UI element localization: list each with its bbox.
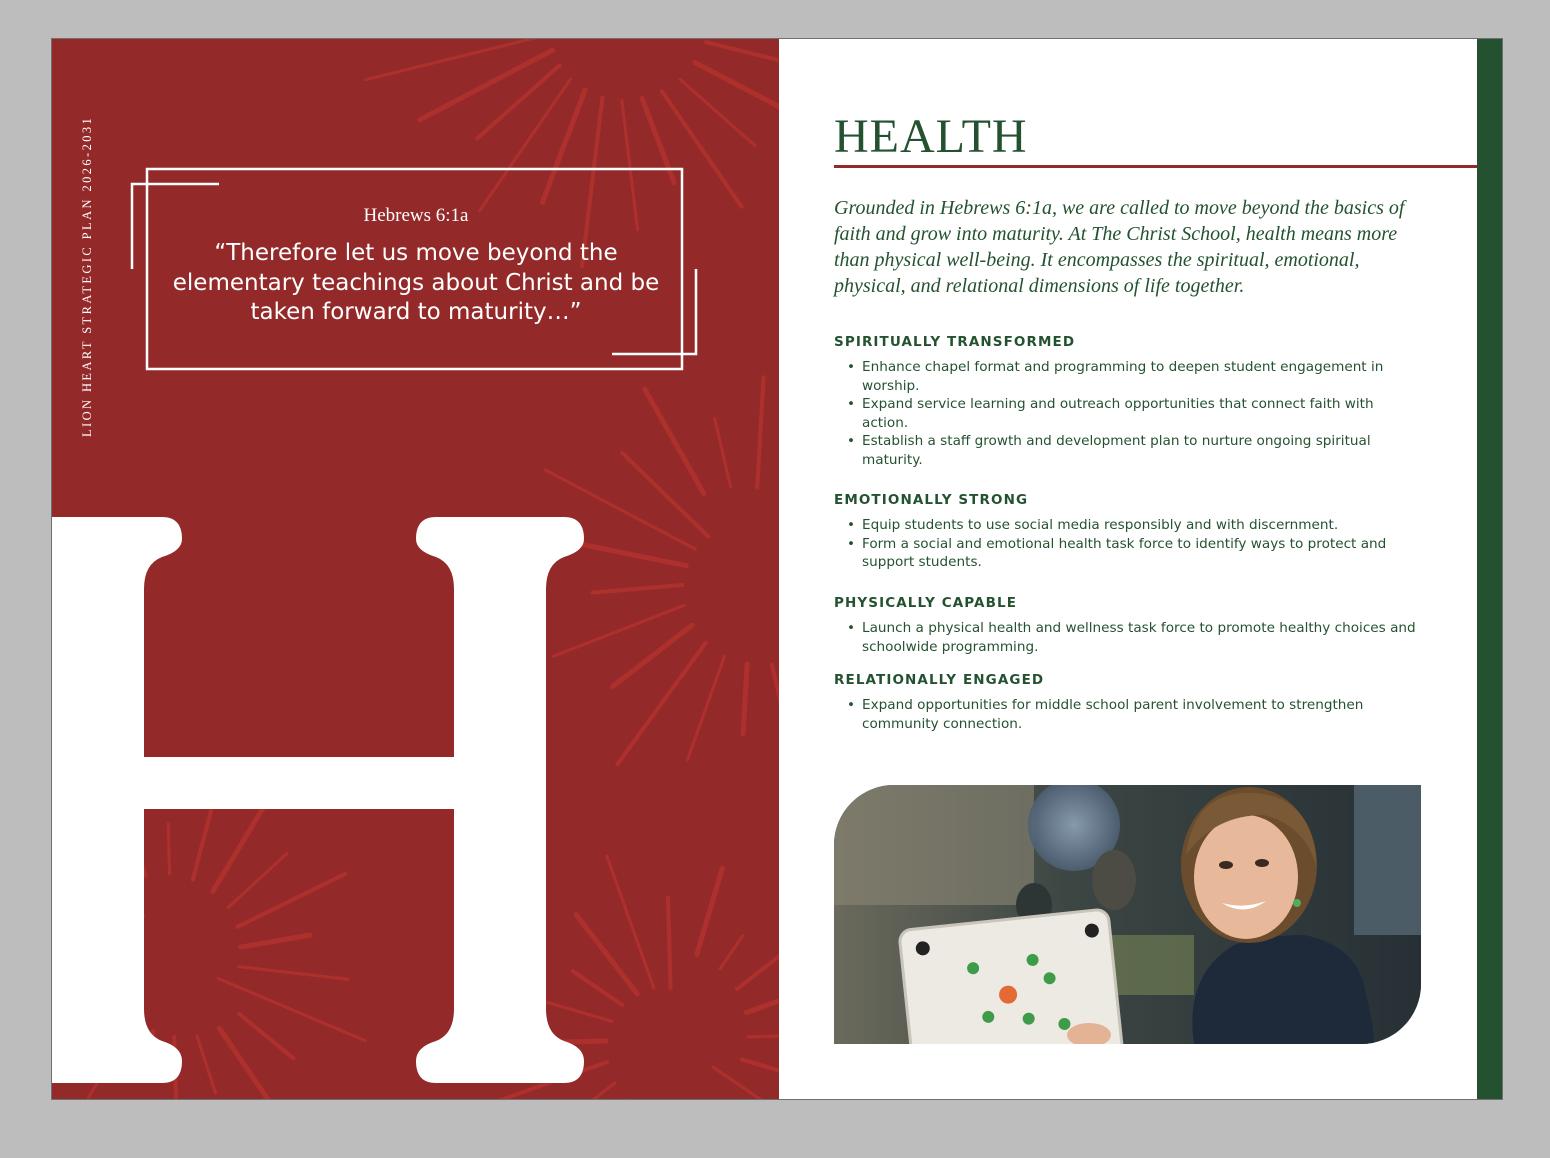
brochure-spread bbox=[51, 38, 1503, 1100]
page-title: HEALTH bbox=[834, 110, 1028, 163]
burst-ray bbox=[695, 63, 779, 133]
burst-ray bbox=[772, 665, 779, 782]
student-photo bbox=[834, 785, 1421, 1044]
big-letter-h bbox=[52, 469, 652, 1089]
section-heading: EMOTIONALLY STRONG bbox=[834, 492, 1029, 508]
section-emotionally-strong bbox=[834, 492, 1434, 572]
side-title: LION HEART STRATEGIC PLAN 2026-2031 bbox=[80, 115, 94, 437]
burst-ray bbox=[720, 936, 743, 969]
burst-ray bbox=[742, 1060, 779, 1091]
section-spiritually-transformed bbox=[834, 334, 1434, 469]
right-page bbox=[779, 39, 1503, 1100]
section-physically-capable bbox=[834, 595, 1434, 656]
section-heading: SPIRITUALLY TRANSFORMED bbox=[834, 334, 1076, 350]
bullet-list bbox=[834, 696, 1434, 733]
burst-ray bbox=[737, 940, 779, 989]
burst-ray bbox=[757, 377, 763, 487]
section-relationally-engaged bbox=[834, 672, 1434, 733]
list-item: • Equip students to use social media responsibly and with discernment. bbox=[834, 516, 1422, 535]
burst-ray bbox=[668, 898, 671, 988]
bullet-list bbox=[834, 358, 1434, 469]
burst-ray bbox=[743, 664, 747, 734]
burst-ray bbox=[477, 65, 559, 138]
bullet-list bbox=[834, 619, 1434, 656]
list-item: • Form a social and emotional health task force to identify ways to protect and support students. bbox=[834, 535, 1422, 572]
burst-ray bbox=[715, 418, 731, 486]
left-page bbox=[52, 39, 779, 1100]
list-item: • Enhance chapel format and programming to deepen student engagement in worship. bbox=[834, 358, 1422, 395]
list-item: • Expand opportunities for middle school parent involvement to strengthen community connection. bbox=[834, 696, 1422, 733]
burst-ray bbox=[706, 42, 779, 68]
photo-illustration bbox=[834, 785, 1421, 1044]
burst-ray bbox=[748, 1035, 779, 1037]
list-item: • Establish a staff growth and development plan to nurture ongoing spiritual maturity. bbox=[834, 432, 1422, 469]
list-item: • Launch a physical health and wellness task force to promote healthy choices and schoolwide programming. bbox=[834, 619, 1422, 656]
bullet-list bbox=[834, 516, 1434, 572]
title-divider bbox=[834, 165, 1477, 168]
quote-text: “Therefore let us move beyond the elementary teachings about Christ and be taken forward to maturity…” bbox=[172, 240, 660, 325]
burst-ray bbox=[687, 656, 724, 760]
section-heading: RELATIONALLY ENGAGED bbox=[834, 672, 1045, 688]
edge-stripe bbox=[1477, 39, 1503, 1100]
section-heading: PHYSICALLY CAPABLE bbox=[834, 595, 1018, 611]
quote-reference: Hebrews 6:1a bbox=[363, 205, 469, 226]
list-item: • Expand service learning and outreach opportunities that connect faith with action. bbox=[834, 395, 1422, 432]
intro-paragraph: Grounded in Hebrews 6:1a, we are called to move beyond the basics of faith and grow into maturity. At The Christ School, health means more than physical well-being. It encompasses the spiritual, emotional, physical, and relational dimensions of life together. bbox=[834, 197, 1405, 297]
burst-ray bbox=[365, 39, 549, 80]
burst-ray bbox=[697, 868, 722, 954]
burst-ray bbox=[713, 1067, 779, 1100]
